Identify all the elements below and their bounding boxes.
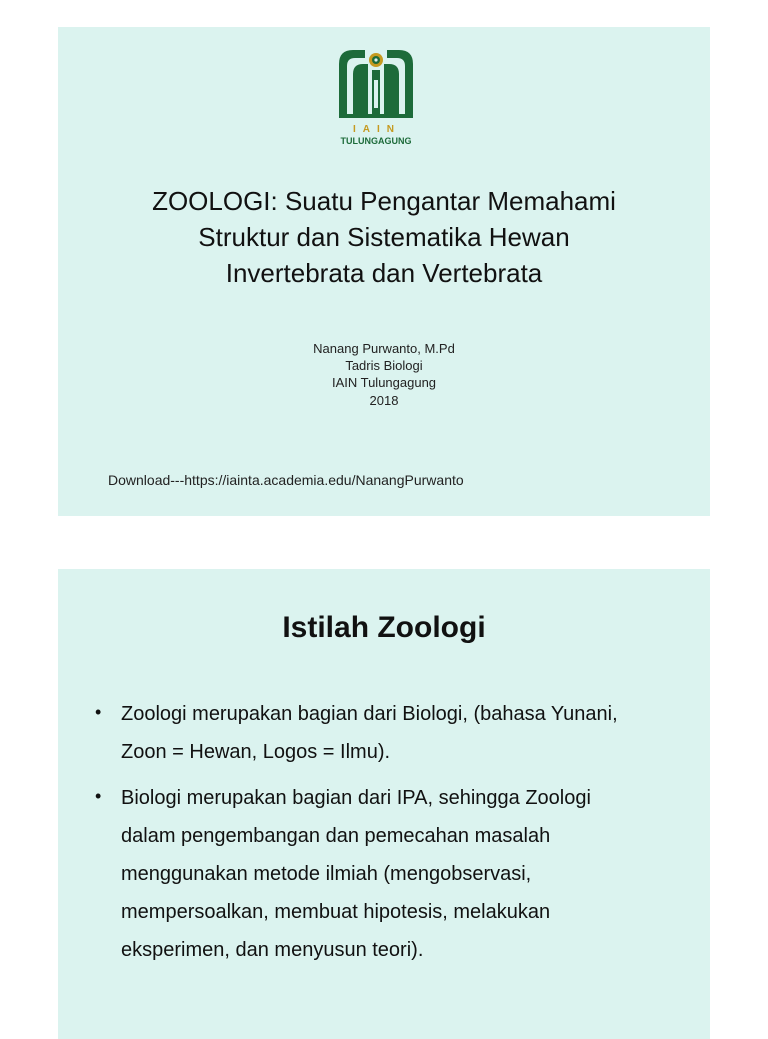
download-link[interactable]: Download---https://iainta.academia.edu/NanangPurwanto — [108, 472, 464, 488]
bullet-2-line-1: Biologi merupakan bagian dari IPA, sehingga Zoologi — [121, 787, 591, 809]
title-line-2: Struktur dan Sistematika Hewan — [198, 222, 570, 252]
institution: IAIN Tulungagung — [331, 375, 437, 390]
department: Tadris Biologi — [345, 358, 423, 373]
bullet-2-line-3: menggunakan metode ilmiah (mengobservasi, — [121, 863, 532, 885]
bullet-marker: • — [95, 702, 102, 722]
bullet-1-line-2: Zoon = Hewan, Logos = Ilmu). — [121, 741, 391, 763]
bullet-2-line-5: eksperimen, dan menyusun teori). — [121, 939, 424, 961]
bullet-1-line-1: Zoologi merupakan bagian dari Biologi, (bahasa Yunani, — [121, 703, 618, 725]
bullet-2-line-2: dalam pengembangan dan pemecahan masalah — [121, 825, 551, 847]
bullet-2-line-4: mempersoalkan, membuat hipotesis, melakukan — [121, 901, 551, 923]
author-name: Nanang Purwanto, M.Pd — [313, 341, 455, 356]
logo-letters: IAIN — [353, 124, 401, 135]
year: 2018 — [369, 393, 399, 408]
title-line-1: ZOOLOGI: Suatu Pengantar Memahami — [152, 186, 616, 216]
title-line-3: Invertebrata dan Vertebrata — [225, 258, 543, 288]
bullet-marker: • — [95, 786, 102, 806]
slide2-title: Istilah Zoologi — [282, 611, 486, 644]
logo-name: TULUNGAGUNG — [340, 136, 412, 146]
